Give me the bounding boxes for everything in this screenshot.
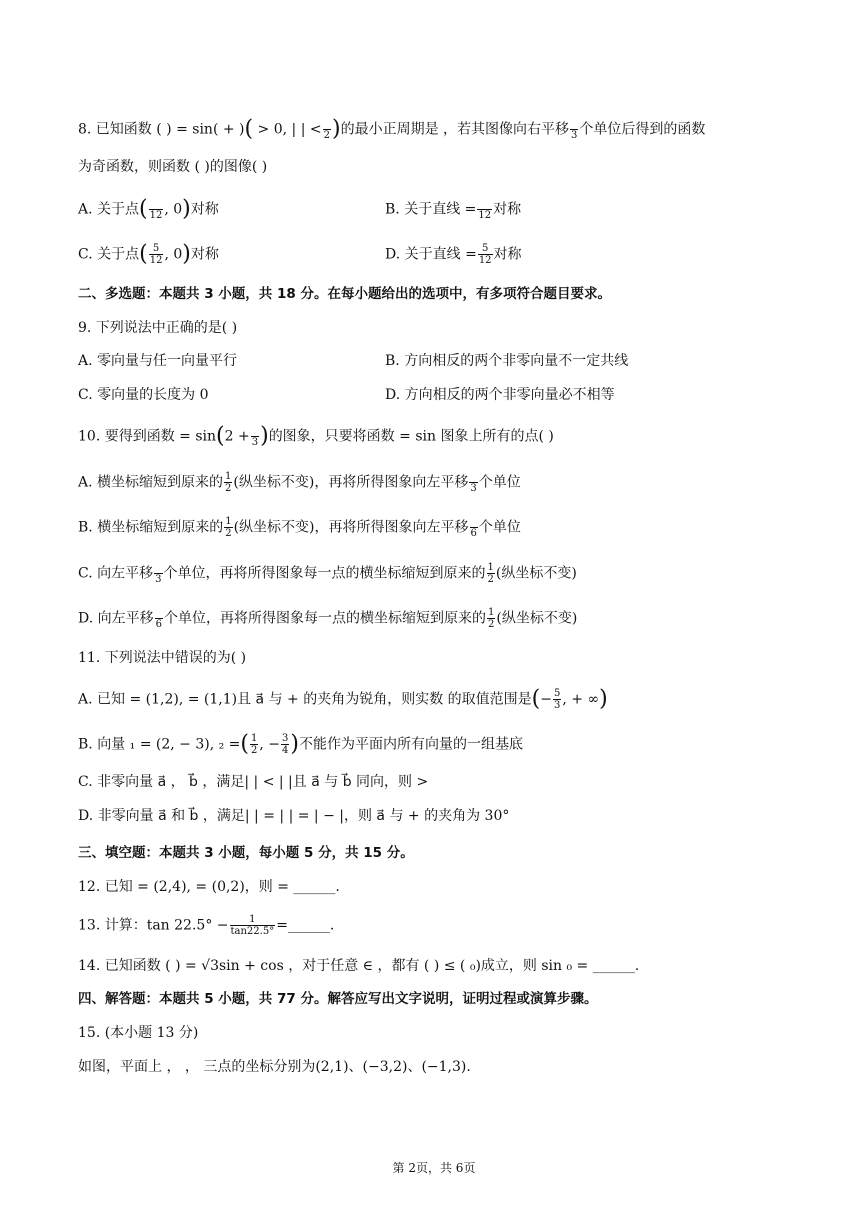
- q12: 12. 已知 = (2,4), = (0,2)，则 = ______.: [78, 879, 340, 895]
- fraction: $\frac{1}{\tan 22.5^\circ}$: [230, 914, 275, 937]
- q11-stem: 11. 下列说法中错误的为( ): [78, 650, 247, 666]
- fraction: $\frac{1}{2}$: [225, 471, 232, 494]
- fraction: $\frac{1}{2}$: [251, 733, 258, 756]
- section-heading-fill-in: 三、填空题：本题共 3 小题，每小题 5 分，共 15 分。: [78, 845, 414, 861]
- fraction: $\frac{1}{2}$: [225, 516, 232, 539]
- q14: 14. 已知函数 ( ) = √3sin + cos ，对于任意 ∈ ，都有 ( ) ≤ ( ₀)成立，则 sin ₀ = ______.: [78, 958, 640, 974]
- fraction: 12: [149, 198, 164, 221]
- fraction: 3: [469, 471, 477, 494]
- q11-option-d: D. 非零向量 a⃗ 和 b⃗ ，满足| | = | | = | − |，则 a⃗ 与 + 的夹角为 30°: [78, 808, 510, 824]
- fraction: 6: [155, 607, 163, 630]
- q10-stem: 10. 要得到函数 = sin(2 + 3 )的图象，只要将函数 = sin 图象上所有的点( ): [78, 423, 554, 449]
- q11-option-a: A. 已知 = (1,2), = (1,1)且 a⃗ 与 + 的夹角为锐角，则实数 的取值范围是(− $\frac{5}{3}$ , + ∞): [78, 686, 608, 712]
- fraction: 2: [323, 118, 331, 141]
- section-heading-solutions: 四、解答题：本题共 5 小题，共 77 分。解答应写出文字说明，证明过程或演算步骤。: [78, 991, 598, 1007]
- q10-option-b: B. 横坐标缩短到原来的 $\frac{1}{2}$ (纵坐标不变)，再将所得图象向左平移 6 个单位: [78, 516, 521, 539]
- q11-option-c: C. 非零向量 a⃗ ， b⃗ ，满足| | < | |且 a⃗ 与 b⃗ 同向，则 >: [78, 774, 429, 790]
- q13: 13. 计算：tan 22.5° − $\frac{1}{\tan 22.5^\circ}$ =______.: [78, 914, 335, 937]
- q8-option-d: D. 关于直线 = $\frac{5}{12}$ 对称: [385, 243, 522, 266]
- fraction: $\frac{1}{2}$: [487, 562, 494, 585]
- fraction: 6: [470, 516, 478, 539]
- fraction: 12: [477, 198, 492, 221]
- q8-option-c: C. 关于点( $\frac{5}{12}$ , 0)对称: [78, 241, 219, 267]
- q9-option-c: C. 零向量的长度为 0: [78, 387, 209, 403]
- q8-option-a: A. 关于点( 12 , 0)对称: [78, 196, 219, 222]
- fraction: $\frac{5}{12}$: [478, 243, 492, 266]
- section-heading-multiple-choice: 二、多选题：本题共 3 小题，共 18 分。在每小题给出的选项中，有多项符合题目要求。: [78, 286, 611, 302]
- q9-option-a: A. 零向量与任一向量平行: [78, 353, 238, 369]
- q9-stem: 9. 下列说法中正确的是( ): [78, 320, 238, 336]
- q8-stem-line1: 8. 已知函数 ( ) = sin( + )( > 0, | | < 2 )的最小正周期是 ，若其图像向右平移 3 个单位后得到的函数: [78, 116, 706, 142]
- q11-option-b: B. 向量 ₁ = (2, − 3), ₂ =( $\frac{1}{2}$ , − $\frac{3}{4}$ )不能作为平面内所有向量的一组基底: [78, 731, 523, 757]
- q9-option-d: D. 方向相反的两个非零向量必不相等: [385, 387, 615, 403]
- q10-option-d: D. 向左平移 6 个单位，再将所得图象每一点的横坐标缩短到原来的 $\frac{1}{2}$ (纵坐标不变): [78, 607, 578, 630]
- q9-option-b: B. 方向相反的两个非零向量不一定共线: [385, 353, 629, 369]
- fraction: 3: [570, 118, 578, 141]
- fraction: $\frac{3}{4}$: [282, 733, 289, 756]
- q15-heading: 15. (本小题 13 分): [78, 1025, 199, 1041]
- fraction: $\frac{5}{12}$: [149, 243, 163, 266]
- q8-stem-line2: 为奇函数，则函数 ( )的图像( ): [78, 159, 268, 175]
- q10-option-a: A. 横坐标缩短到原来的 $\frac{1}{2}$ (纵坐标不变)，再将所得图象向左平移 3 个单位: [78, 471, 521, 494]
- page-footer: 第 2页，共 6页: [392, 1161, 476, 1175]
- fraction: 3: [154, 562, 162, 585]
- q10-option-c: C. 向左平移 3 个单位，再将所得图象每一点的横坐标缩短到原来的 $\frac{1}{2}$ (纵坐标不变): [78, 562, 577, 585]
- fraction: 3: [251, 425, 259, 448]
- fraction: $\frac{5}{3}$: [554, 688, 561, 711]
- q8-option-b: B. 关于直线 = 12 对称: [385, 198, 521, 221]
- fraction: $\frac{1}{2}$: [488, 607, 495, 630]
- q15-body: 如图，平面上 ， ， 三点的坐标分别为(2,1)、(−3,2)、(−1,3).: [78, 1059, 471, 1075]
